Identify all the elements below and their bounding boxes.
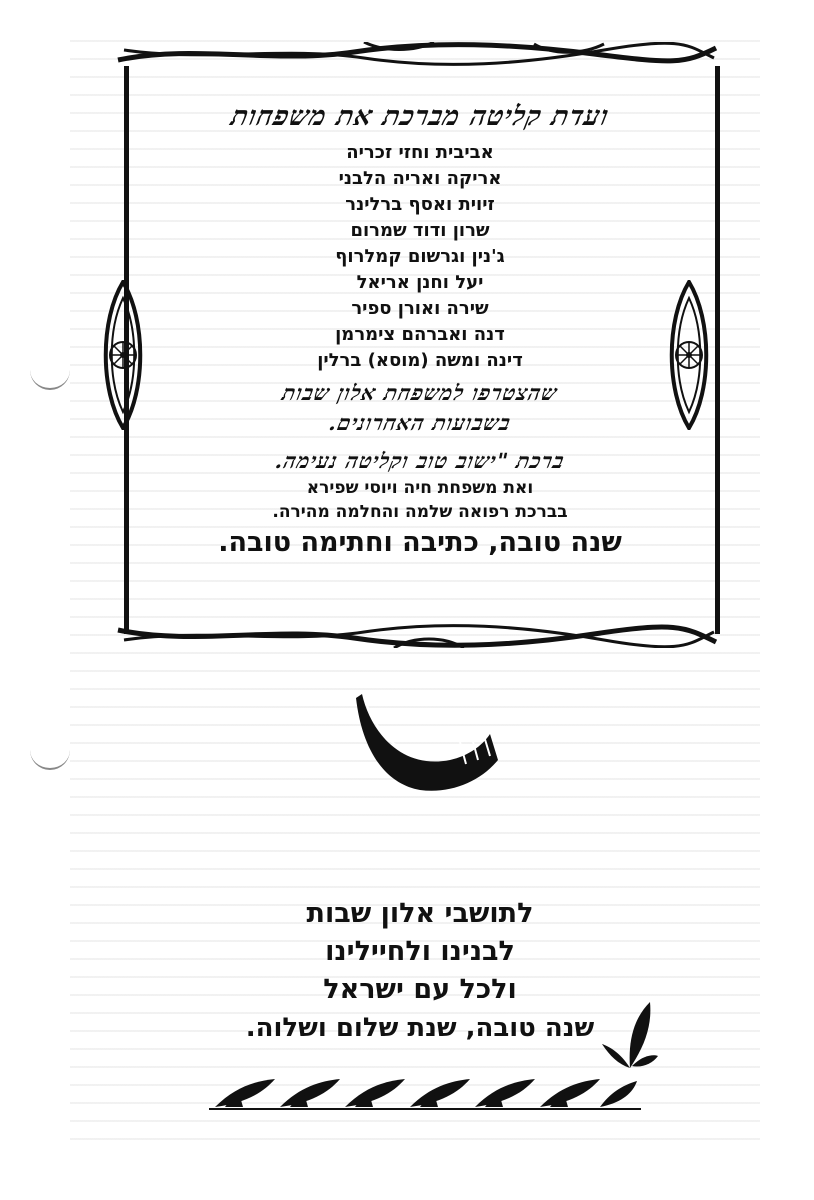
wish-line: לתושבי אלון שבות [306, 898, 534, 929]
frame-heading: ועדת קליטה מברכת את משפחות [228, 101, 612, 132]
greeting-frame-content [150, 92, 690, 560]
new-year-line: שנה טובה, כתיבה וחתימה טובה. [218, 527, 622, 558]
wheel-icon [110, 342, 136, 368]
wish-line: שנה טובה, שנת שלום ושלוה. [245, 1013, 595, 1043]
wish-line: ולכל עם ישראל [323, 974, 517, 1005]
frame-bottom-scroll [114, 624, 720, 648]
family-name: זיוית ואסף ברלינר [345, 194, 495, 215]
family-name: דינה ומשה (מוסא) ברלין [317, 350, 523, 371]
family-list [150, 140, 690, 374]
eye-ornament-icon [98, 280, 148, 430]
family-name: אביבית וחזי זכריה [346, 142, 494, 163]
family-name: שרון ודוד שמרום [350, 220, 490, 241]
family-name: ג'נין וגרשום קמלרוף [335, 246, 505, 267]
family-name: שירה ואורן ספיר [351, 298, 489, 319]
blessing-line: ברכת "ישוב טוב וקליטה נעימה. [273, 448, 568, 473]
family-name: אריקה ואריה הלבני [338, 168, 502, 189]
joined-line: שהצטרפו למשפחת אלון שבות [280, 380, 561, 405]
leaf-ornament-icon [600, 1000, 660, 1070]
binder-hole-mark [30, 748, 70, 770]
frame-top-scroll [114, 42, 720, 66]
shofar-icon [350, 690, 500, 800]
new-year-wishes [200, 895, 640, 1047]
family-name: יעל וחנן אריאל [356, 272, 484, 293]
family-line: ואת משפחת חיה ויוסי שפירא [306, 478, 534, 498]
recent-weeks-line: בשבועות האחרונים. [326, 410, 514, 435]
binder-hole-mark [30, 368, 70, 390]
wish-line: לבנינו ולחיילינו [325, 936, 515, 967]
leaf-border-row [205, 1073, 645, 1113]
family-name: דנה ואברהם צימרמן [335, 324, 505, 345]
healing-line: בברכת רפואה שלמה והחלמה מהירה. [272, 502, 568, 522]
